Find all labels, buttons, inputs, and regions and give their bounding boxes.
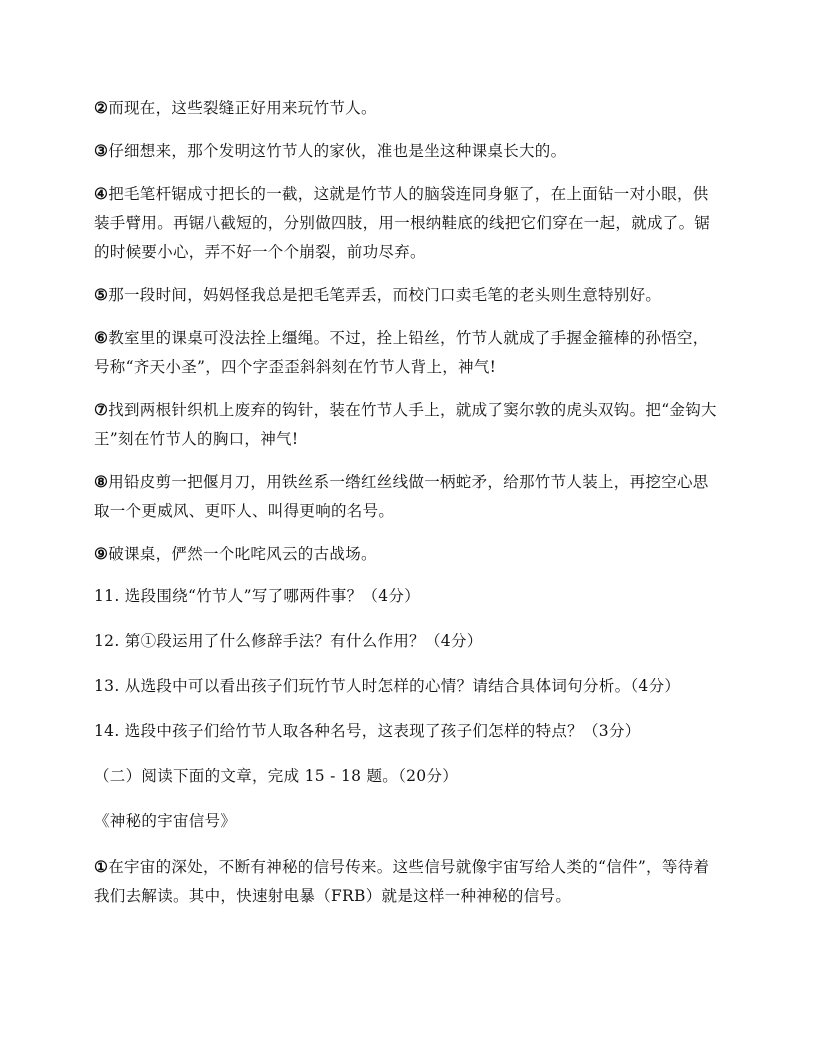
section-heading: （二）阅读下面的文章，完成 15 - 18 题。（20分）: [94, 767, 459, 785]
paragraph-text: 教室里的课桌可没法拴上缰绳。不过，拴上铅丝，竹节人就成了手握金箍棒的孙悟空，号称“齐天小圣”，四个字歪歪斜斜刻在竹节人背上，神气!: [94, 329, 709, 376]
question-11: 11. 选段围绕“竹节人”写了哪两件事？（4分）: [94, 587, 420, 605]
paragraph-text: 把毛笔杆锯成寸把长的一截，这就是竹节人的脑袋连同身躯了，在上面钻一对小眼，供装手臂用。再锯八截短的，分别做四肢，用一根纳鞋底的线把它们穿在一起，就成了。锯的时候要小心，弄不好一个个崩裂，前功尽弃。: [94, 185, 711, 261]
question-14: 14. 选段中孩子们给竹节人取各种名号，这表现了孩子们怎样的特点？（3分）: [94, 722, 641, 740]
paragraph-6: [94, 323, 724, 382]
paragraph-number: ⑥: [94, 328, 109, 347]
paragraph-number: ①: [94, 857, 109, 876]
question-12: 12. 第①段运用了什么修辞手法？有什么作用？（4分）: [94, 632, 483, 650]
paragraph-number: ③: [94, 141, 109, 160]
paragraph-number: ⑦: [94, 400, 109, 419]
paragraph-8: [94, 467, 724, 526]
paragraph-text: 而现在，这些裂缝正好用来玩竹节人。: [108, 99, 377, 117]
paragraph-text: 那一段时间，妈妈怪我总是把毛笔弄丢，而校门口卖毛笔的老头则生意特别好。: [108, 286, 662, 304]
paragraph-text: 在宇宙的深处，不断有神秘的信号传来。这些信号就像宇宙写给人类的“信件”，等待着我们去解读。其中，快速射电暴（FRB）就是这样一种神秘的信号。: [94, 858, 710, 905]
paragraph-number: ⑤: [94, 285, 109, 304]
paragraph-4: [94, 179, 724, 267]
paragraph-text: 破课桌，俨然一个叱咤风云的古战场。: [108, 545, 377, 563]
paragraph-text: 用铅皮剪一把偃月刀，用铁丝系一绺红丝线做一柄蛇矛，给那竹节人装上，再挖空心思取一个更威风、更吓人、叫得更响的名号。: [94, 473, 709, 520]
paragraph-number: ②: [94, 98, 109, 117]
paragraph-number: ④: [94, 184, 109, 203]
document-body: [94, 93, 724, 924]
paragraph-number: ⑧: [94, 472, 109, 491]
paragraph-text: 找到两根针织机上废弃的钩针，装在竹节人手上，就成了窦尔敦的虎头双钩。把“金钩大王”刻在竹节人的胸口，神气!: [94, 401, 717, 448]
paragraph-text: 仔细想来，那个发明这竹节人的家伙，准也是坐这种课桌长大的。: [108, 142, 567, 160]
question-13: 13. 从选段中可以看出孩子们玩竹节人时怎样的心情？请结合具体词句分析。（4分）: [94, 677, 681, 695]
article-paragraph-1: [94, 852, 724, 911]
paragraph-3: [94, 136, 724, 166]
article-title: 《神秘的宇宙信号》: [94, 812, 237, 830]
paragraph-9: [94, 539, 724, 569]
paragraph-7: [94, 395, 724, 454]
paragraph-5: [94, 280, 724, 310]
paragraph-number: ⑨: [94, 544, 109, 563]
paragraph-2: [94, 93, 724, 123]
